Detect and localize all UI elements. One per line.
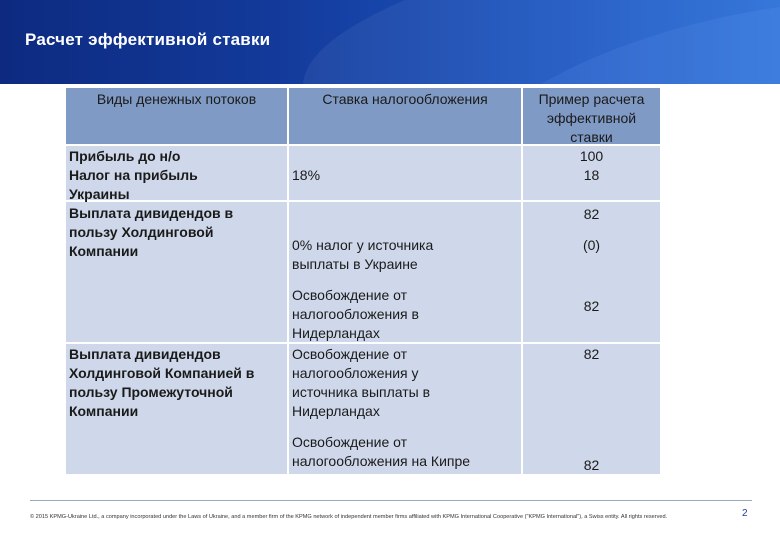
- rate-netherlands-source-exempt: Освобождение от налогообложения у источника выплаты в Нидерландах: [292, 346, 431, 419]
- example-nl-dividend: 82: [583, 346, 600, 362]
- rate-profit-tax: 18%: [292, 167, 321, 183]
- rate-ukraine-wht: 0% налог у источника выплаты в Украине: [292, 237, 434, 272]
- example-profit: 100: [579, 148, 604, 164]
- example-dividend: 82: [583, 206, 600, 222]
- example-final: 82: [583, 457, 600, 473]
- rate-netherlands-exempt: Освобождение от налогообложения в Нидерландах: [292, 287, 419, 341]
- column-header-flows: Виды денежных потоков: [96, 91, 257, 107]
- column-header-rate: Ставка налогообложения: [322, 91, 488, 107]
- example-wht: (0): [582, 237, 601, 253]
- footer-divider: [30, 500, 752, 501]
- flows-block-ukraine: Прибыль до н/о Налог на прибыль Украины Выплата дивидендов в пользу Холдинговой Компании: [69, 148, 234, 259]
- page-number: 2: [742, 508, 748, 519]
- flows-block-holding: Выплата дивидендов Холдинговой Компанией в пользу Промежуточной Компании: [69, 346, 255, 419]
- title-banner: [0, 0, 780, 84]
- example-after-nl: 82: [583, 298, 600, 314]
- copyright-footer: © 2015 KPMG-Ukraine Ltd., a company incorporated under the Laws of Ukraine, and a member firm of the KPMG network of independent member firms affiliated with KPMG International Cooperative ("KPMG International"), a Swiss entity. All rights reserved.: [30, 514, 668, 520]
- example-tax: 18: [583, 167, 600, 183]
- slide-title: Расчет эффективной ставки: [25, 30, 271, 49]
- rate-cyprus-exempt: Освобождение от налогообложения на Кипре: [292, 434, 471, 469]
- column-header-example: Пример расчета эффективной ставки: [538, 91, 645, 145]
